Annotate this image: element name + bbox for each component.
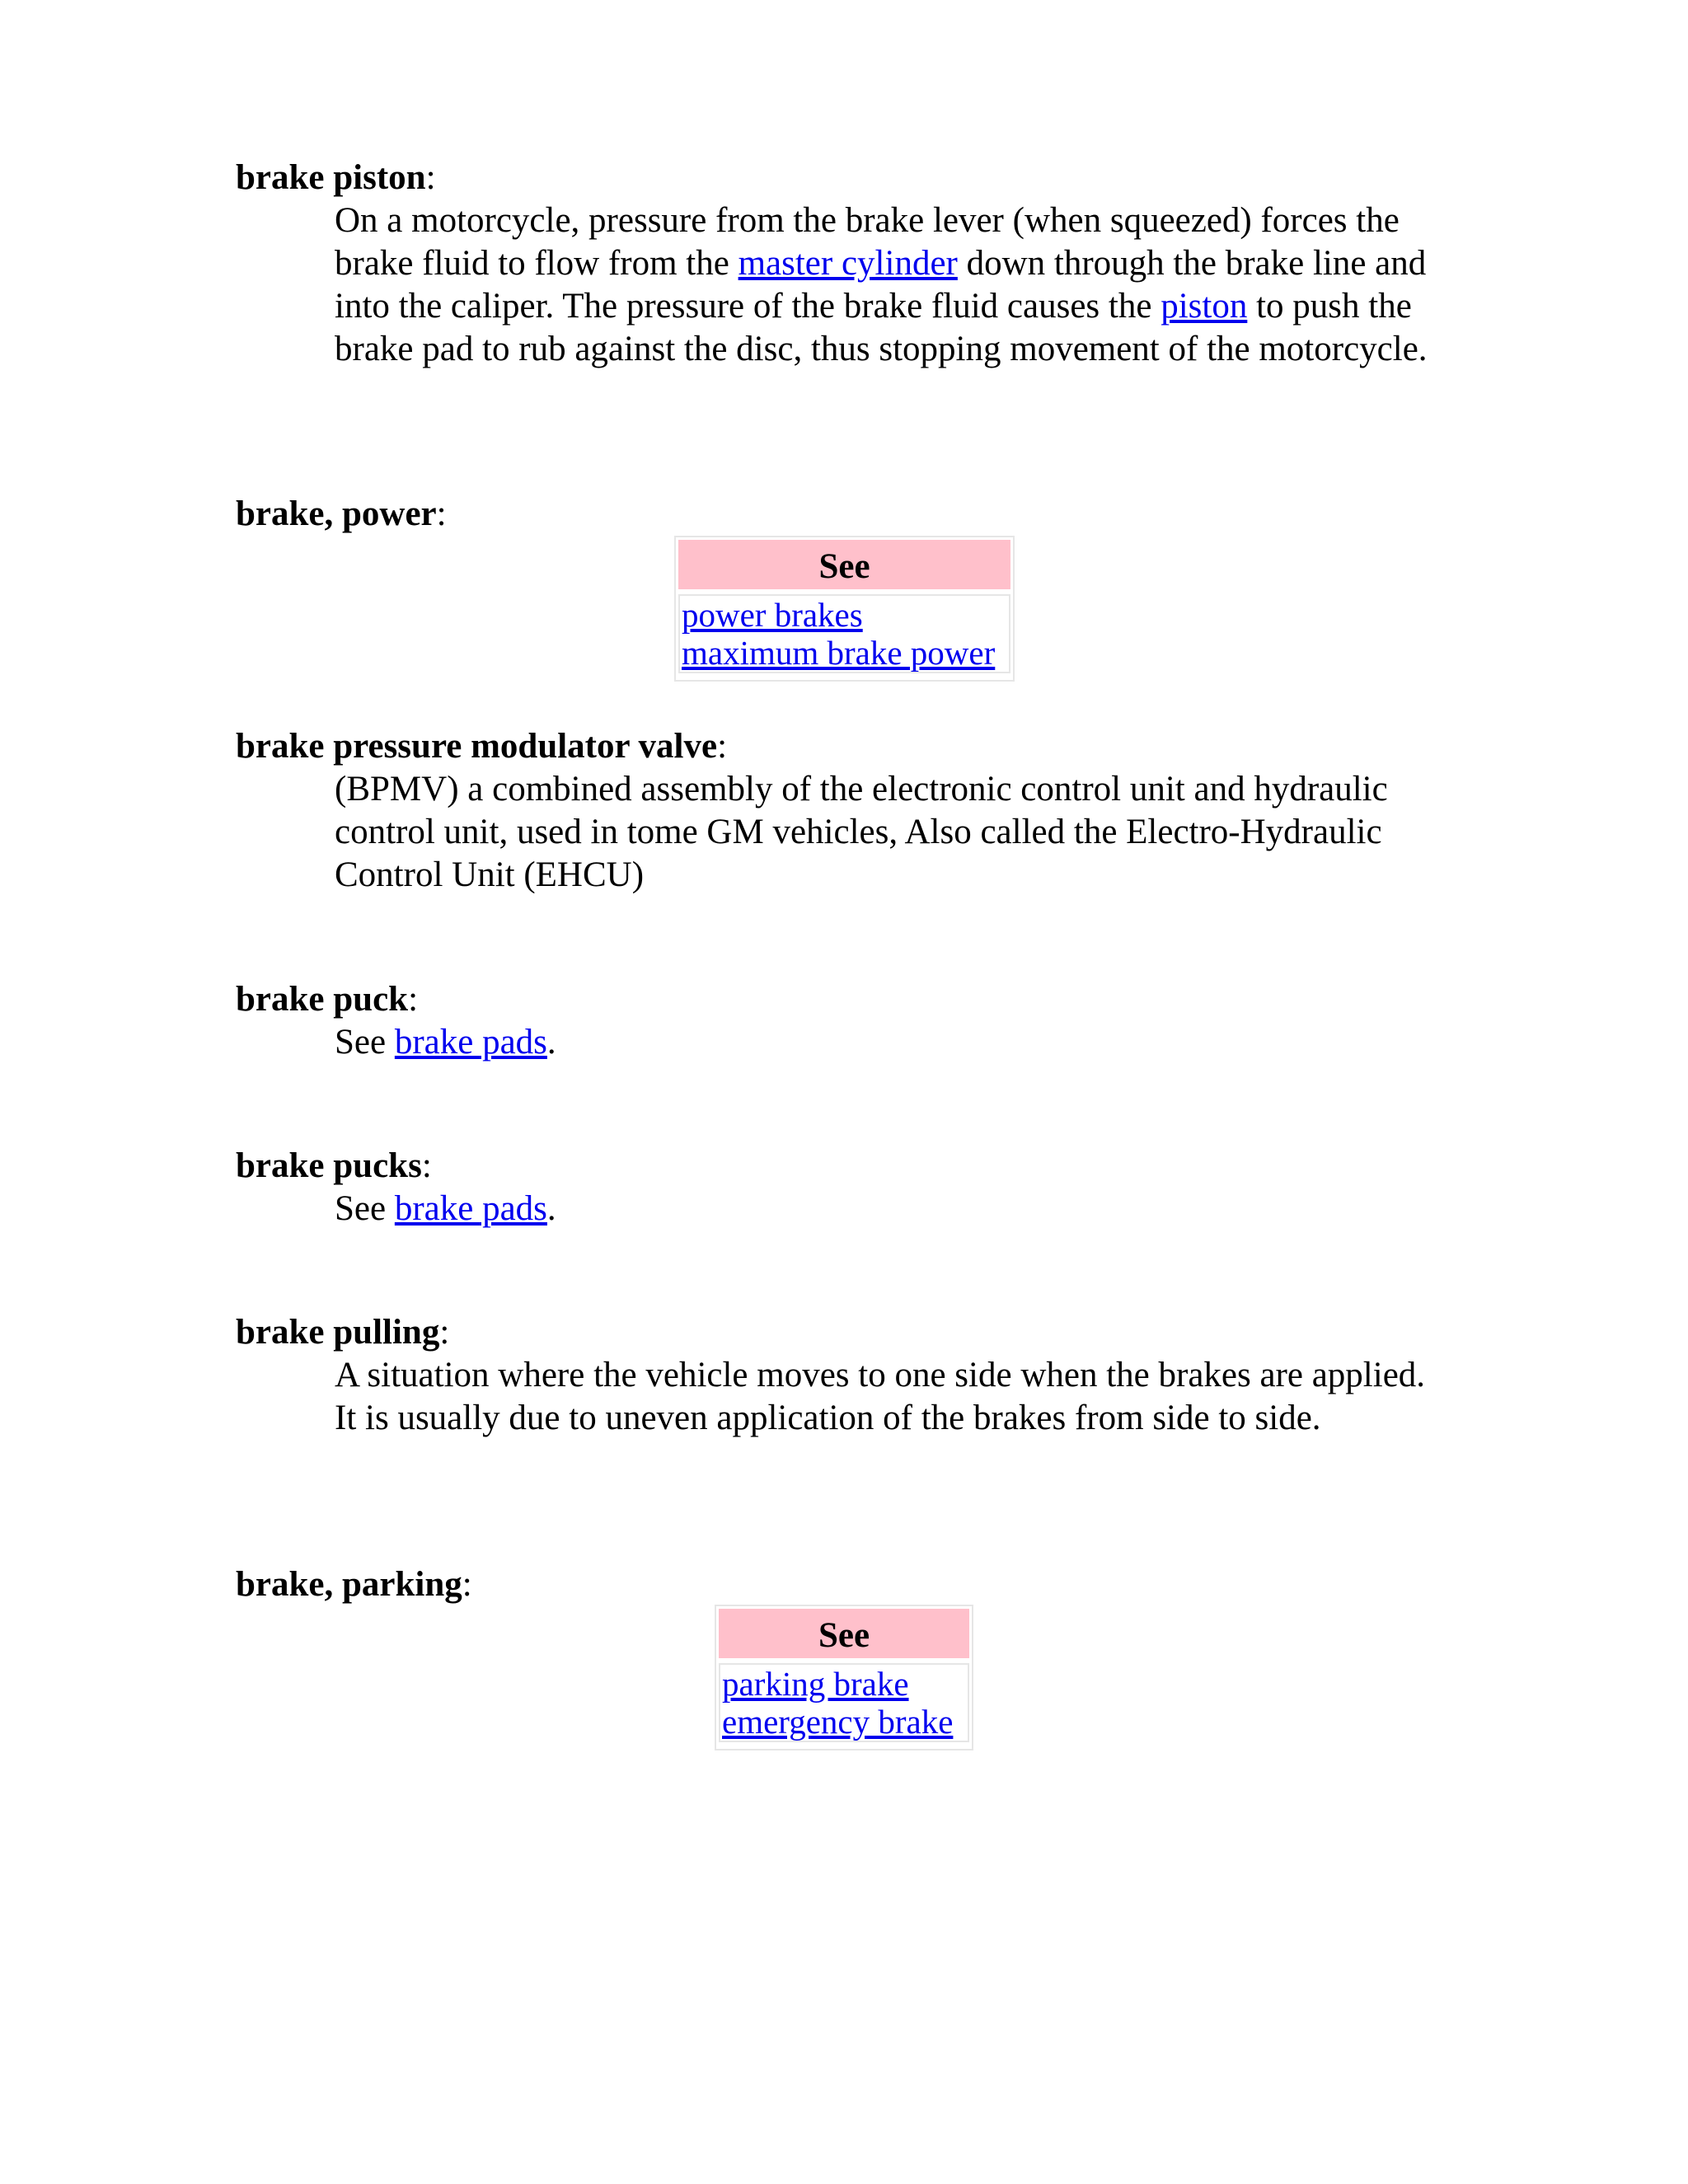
term-label: brake puck bbox=[236, 980, 409, 1019]
term-label: brake, power bbox=[236, 494, 437, 533]
entry-term: brake pressure modulator valve: bbox=[236, 727, 728, 766]
entry-brake-pulling bbox=[236, 1311, 1472, 1440]
see-also-links bbox=[678, 594, 1010, 673]
term-label: brake pucks bbox=[236, 1146, 422, 1185]
entry-brake-puck bbox=[236, 978, 1472, 1064]
link-brake-pads[interactable]: brake pads bbox=[394, 1023, 547, 1062]
link-power-brakes[interactable]: power brakes bbox=[682, 596, 863, 634]
see-also-links bbox=[719, 1663, 969, 1742]
entry-definition: A situation where the vehicle moves to one side when the brakes are applied. It is usually due to uneven application of the brakes from side to side. bbox=[335, 1356, 1426, 1437]
see-also-heading: See bbox=[678, 540, 1010, 589]
entry-term: brake piston: bbox=[236, 158, 436, 197]
term-label: brake pulling bbox=[236, 1313, 440, 1352]
see-also-box bbox=[674, 536, 1015, 682]
definition-text: . bbox=[546, 1189, 556, 1228]
link-maximum-brake-power[interactable]: maximum brake power bbox=[682, 634, 996, 672]
entry-term: brake, parking: bbox=[236, 1565, 472, 1604]
entry-definition: (BPMV) a combined assembly of the electronic control unit and hydraulic control unit, used in tome GM vehicles, Also called the Electro-Hydraulic Control Unit (EHCU) bbox=[335, 770, 1388, 894]
link-piston[interactable]: piston bbox=[1160, 287, 1248, 326]
term-label: brake pressure modulator valve bbox=[236, 727, 718, 766]
see-also-box bbox=[715, 1605, 973, 1750]
definition-text: . bbox=[546, 1023, 556, 1062]
term-label: brake piston bbox=[236, 158, 426, 197]
entry-brake-pucks bbox=[236, 1145, 1472, 1230]
definition-text: to push the brake pad to rub against the disc, thus stopping movement of the motorcycle. bbox=[335, 287, 1428, 368]
definition-text: On a motorcycle, pressure from the brake lever (when squeezed) forces the brake fluid to flow from the bbox=[335, 201, 1400, 283]
entry-term: brake, power: bbox=[236, 494, 447, 533]
link-master-cylinder[interactable]: master cylinder bbox=[738, 244, 958, 283]
entry-definition bbox=[335, 1188, 1472, 1230]
entry-brake-piston bbox=[236, 157, 1472, 371]
entry-brake-pressure-modulator-valve bbox=[236, 725, 1472, 897]
term-label: brake, parking bbox=[236, 1565, 462, 1604]
entry-term: brake pucks: bbox=[236, 1146, 432, 1185]
link-brake-pads[interactable]: brake pads bbox=[394, 1189, 547, 1228]
link-parking-brake[interactable]: parking brake bbox=[722, 1665, 909, 1703]
entry-definition bbox=[335, 1021, 1472, 1064]
entry-brake-parking bbox=[236, 1563, 1472, 1606]
entry-term: brake pulling: bbox=[236, 1313, 450, 1352]
entry-brake-power bbox=[236, 493, 1472, 536]
definition-text: down through the brake line and into the caliper. The pressure of the brake fluid causes the bbox=[335, 244, 1427, 326]
link-emergency-brake[interactable]: emergency brake bbox=[722, 1703, 954, 1741]
definition-text: See bbox=[335, 1023, 395, 1062]
entry-term: brake puck: bbox=[236, 980, 419, 1019]
see-also-heading: See bbox=[719, 1609, 969, 1658]
definition-text: See bbox=[335, 1189, 395, 1228]
entry-definition bbox=[335, 199, 1464, 371]
